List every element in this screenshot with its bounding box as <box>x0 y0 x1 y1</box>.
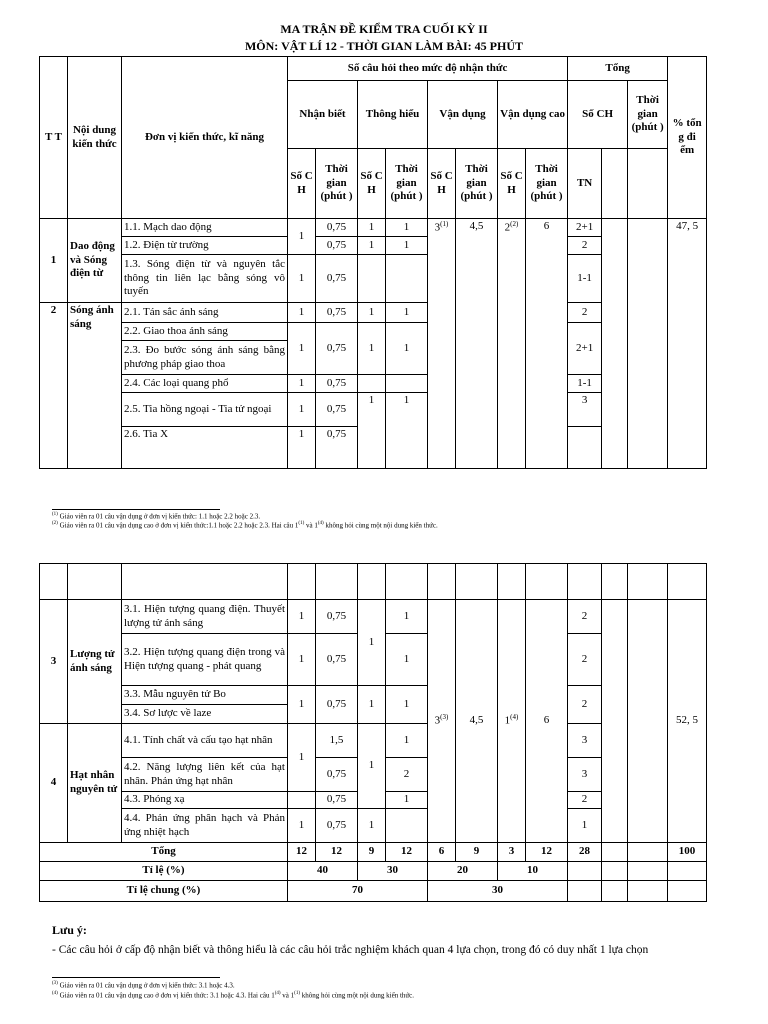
cell-tn: 3 <box>568 758 602 792</box>
cell-value: 0,75 <box>316 237 358 255</box>
note-title: Lưu ý: <box>52 923 87 937</box>
subheader-tn: TN <box>568 149 602 219</box>
total-value: 3 <box>498 843 526 862</box>
cell-tn: 1-1 <box>568 255 602 303</box>
cell-value: 1 <box>386 724 428 758</box>
cell-tn: 2 <box>568 303 602 323</box>
empty-cell <box>602 149 628 219</box>
subheader-time: Thời gian (phút ) <box>316 149 358 219</box>
unit-2-6: 2.6. Tia X <box>122 427 288 469</box>
empty-cell <box>602 219 628 469</box>
subheader-count: Số C H <box>428 149 456 219</box>
empty-cell <box>568 862 602 881</box>
matrix-table-part1 <box>39 56 707 469</box>
header-total-count: Số CH <box>568 81 628 149</box>
cell-tn: 1 <box>568 809 602 843</box>
total-value: 28 <box>568 843 602 862</box>
empty-cell <box>386 564 428 600</box>
cell-value: 1 <box>288 393 316 427</box>
total-value: 6 <box>428 843 456 862</box>
empty-cell <box>568 427 602 469</box>
apply-time: 4,5 <box>456 219 498 469</box>
subheader-time: Thời gian (phút ) <box>526 149 568 219</box>
empty-cell <box>628 600 668 843</box>
header-content: Nội dung kiến thức <box>68 57 122 219</box>
header-understand: Thông hiểu <box>358 81 428 149</box>
total-value: 12 <box>288 843 316 862</box>
unit-3-2: 3.2. Hiện tượng quang điện trong và Hiện tượng quang - phát quang <box>122 634 288 686</box>
cell-value: 1,5 <box>316 724 358 758</box>
cell-value: 1 <box>386 237 428 255</box>
topic-number: 3 <box>40 600 68 724</box>
cell-value: 1 <box>358 600 386 686</box>
topic-name: Lượng tử ánh sáng <box>68 600 122 724</box>
cell-tn: 1-1 <box>568 375 602 393</box>
footnote-1: $^{(1)}$ Giáo viên ra 01 câu vận dụng ở đơn vị kiến thức: 1.1 hoặc 2.2 hoặc 2.3. <box>52 512 261 521</box>
empty-cell <box>568 564 602 600</box>
document-subtitle: MÔN: VẬT LÍ 12 - THỜI GIAN LÀM BÀI: 45 PHÚT <box>244 39 524 53</box>
cell-value: 1 <box>358 809 386 843</box>
cell-value: 0,75 <box>316 686 358 724</box>
empty-cell <box>428 564 456 600</box>
cell-value: 1 <box>386 634 428 686</box>
header-apply-high: Vận dụng cao <box>498 81 568 149</box>
cell-value: 1 <box>288 303 316 323</box>
unit-2-3: 2.3. Đo bước sóng ánh sáng bằng phương pháp giao thoa <box>122 341 288 375</box>
empty-cell <box>456 564 498 600</box>
cell-tn: 2+1 <box>568 219 602 237</box>
subheader-time: Thời gian (phút ) <box>456 149 498 219</box>
cell-value: 1 <box>288 724 316 792</box>
subheader-count: Số C H <box>288 149 316 219</box>
cell-value: 1 <box>358 237 386 255</box>
cell-value: 1 <box>386 792 428 809</box>
header-tt: T T <box>40 57 68 219</box>
empty-cell <box>668 862 707 881</box>
header-recognize: Nhận biết <box>288 81 358 149</box>
cell-value: 1 <box>358 393 386 469</box>
footnote-2: $^{(2)}$ Giáo viên ra 01 câu vận dụng cao ở đơn vị kiến thức:1.1 hoặc 2.2 hoặc 2.3. Hai câu 1$^{(1)}$ và 1$^{(4)}$ không hỏi cùng một nội dung kiến thức. <box>52 521 438 530</box>
empty-cell <box>498 564 526 600</box>
apply-high-count: 2$^{(2)}$ <box>498 219 526 469</box>
cell-value: 1 <box>288 323 316 375</box>
cell-value: 1 <box>288 634 316 686</box>
empty-cell <box>628 149 668 219</box>
ratio-value: 40 <box>288 862 358 881</box>
empty-cell <box>358 375 386 393</box>
cell-tn: 2 <box>568 237 602 255</box>
unit-2-2: 2.2. Giao thoa ánh sáng <box>122 323 288 341</box>
topic-name: Sóng ánh sáng <box>68 303 122 469</box>
topic-number: 4 <box>40 724 68 843</box>
unit-1-1: 1.1. Mạch dao động <box>122 219 288 237</box>
cell-tn: 2 <box>568 600 602 634</box>
apply-count: 3$^{(1)}$ <box>428 219 456 469</box>
apply-high-time: 6 <box>526 600 568 843</box>
empty-cell <box>602 862 628 881</box>
ratio-value: 20 <box>428 862 498 881</box>
ratio-value: 30 <box>358 862 428 881</box>
unit-4-2: 4.2. Năng lượng liên kết của hạt nhân. Phản ứng hạt nhân <box>122 758 288 792</box>
percent-value: 47, 5 <box>668 219 707 469</box>
empty-cell <box>568 881 602 902</box>
empty-cell <box>386 809 428 843</box>
cell-value: 0,75 <box>316 393 358 427</box>
empty-cell <box>602 843 628 862</box>
empty-cell <box>386 375 428 393</box>
cell-value: 0,75 <box>316 634 358 686</box>
header-total-time: Thời gian (phút ) <box>628 81 668 149</box>
cell-value: 1 <box>288 375 316 393</box>
empty-cell <box>602 881 628 902</box>
cell-value: 1 <box>386 600 428 634</box>
cell-value: 0,75 <box>316 323 358 375</box>
cell-value: 1 <box>288 255 316 303</box>
empty-cell <box>288 792 316 809</box>
matrix-table-part2 <box>39 563 707 902</box>
unit-1-2: 1.2. Điện từ trường <box>122 237 288 255</box>
cell-value: 1 <box>288 600 316 634</box>
cell-value: 1 <box>386 303 428 323</box>
empty-cell <box>628 564 668 600</box>
empty-cell <box>602 564 628 600</box>
total-value: 12 <box>386 843 428 862</box>
apply-high-count: 1$^{(4)}$ <box>498 600 526 843</box>
empty-cell <box>602 600 628 843</box>
header-unit: Đơn vị kiến thức, kĩ năng <box>122 57 288 219</box>
cell-value: 1 <box>288 427 316 469</box>
empty-cell <box>358 564 386 600</box>
cell-value: 1 <box>386 323 428 375</box>
cell-value: 0,75 <box>316 792 358 809</box>
subheader-time: Thời gian (phút ) <box>386 149 428 219</box>
cell-tn: 3 <box>568 393 602 427</box>
unit-1-3: 1.3. Sóng điện từ và nguyên tắc thông tin liên lạc bằng sóng vô tuyến <box>122 255 288 303</box>
footnote-3: $^{(3)}$ Giáo viên ra 01 câu vận dụng ở đơn vị kiến thức: 3.1 hoặc 4.3. <box>52 981 235 990</box>
cell-value: 0,75 <box>316 809 358 843</box>
empty-cell <box>628 219 668 469</box>
unit-4-1: 4.1. Tính chất và cấu tạo hạt nhân <box>122 724 288 758</box>
total-value: 100 <box>668 843 707 862</box>
unit-3-4: 3.4. Sơ lược về laze <box>122 705 288 724</box>
cell-value: 1 <box>358 323 386 375</box>
cell-value: 1 <box>386 393 428 469</box>
empty-cell <box>386 255 428 303</box>
topic-number: 2 <box>40 303 68 469</box>
topic-number: 1 <box>40 219 68 303</box>
apply-count: 3$^{(3)}$ <box>428 600 456 843</box>
cell-value: 0,75 <box>316 758 358 792</box>
topic-name: Hạt nhân nguyên tử <box>68 724 122 843</box>
cell-value: 1 <box>288 809 316 843</box>
header-question-count: Số câu hỏi theo mức độ nhận thức <box>288 57 568 81</box>
apply-high-time: 6 <box>526 219 568 469</box>
empty-cell <box>628 881 668 902</box>
cell-tn: 2 <box>568 792 602 809</box>
ratio-general-value: 70 <box>288 881 428 902</box>
empty-cell <box>628 843 668 862</box>
unit-3-3: 3.3. Mẫu nguyên tử Bo <box>122 686 288 705</box>
document-title: MA TRẬN ĐỀ KIỂM TRA CUỐI KỲ II <box>280 22 488 36</box>
cell-value: 0,75 <box>316 255 358 303</box>
apply-time: 4,5 <box>456 600 498 843</box>
cell-value: 1 <box>358 724 386 809</box>
total-value: 12 <box>316 843 358 862</box>
cell-value: 0,75 <box>316 375 358 393</box>
topic-name: Dao động và Sóng điện từ <box>68 219 122 303</box>
unit-4-3: 4.3. Phóng xạ <box>122 792 288 809</box>
cell-value: 1 <box>358 219 386 237</box>
percent-value: 52, 5 <box>668 600 707 843</box>
cell-value: 1 <box>288 219 316 255</box>
cell-value: 1 <box>358 303 386 323</box>
unit-4-4: 4.4. Phản ứng phân hạch và Phản ứng nhiệt hạch <box>122 809 288 843</box>
empty-cell <box>526 564 568 600</box>
header-total: Tổng <box>568 57 668 81</box>
total-value: 9 <box>358 843 386 862</box>
subheader-count: Số C H <box>498 149 526 219</box>
empty-cell <box>316 564 358 600</box>
empty-cell <box>668 881 707 902</box>
empty-cell <box>288 564 316 600</box>
unit-2-4: 2.4. Các loại quang phổ <box>122 375 288 393</box>
empty-cell <box>68 564 122 600</box>
cell-value: 1 <box>358 686 386 724</box>
note-text: - Các câu hỏi ở cấp độ nhận biết và thông hiểu là các câu hỏi trắc nghiệm khách quan 4 lựa chọn, trong đó có duy nhất 1 lựa chọn <box>52 944 649 956</box>
cell-value: 0,75 <box>316 600 358 634</box>
ratio-label: Tỉ lệ (%) <box>40 862 288 881</box>
unit-2-1: 2.1. Tán sắc ánh sáng <box>122 303 288 323</box>
total-value: 9 <box>456 843 498 862</box>
empty-cell <box>358 255 386 303</box>
header-apply: Vận dụng <box>428 81 498 149</box>
cell-value: 2 <box>386 758 428 792</box>
ratio-general-value: 30 <box>428 881 568 902</box>
total-value: 12 <box>526 843 568 862</box>
cell-value: 0,75 <box>316 427 358 469</box>
cell-value: 0,75 <box>316 219 358 237</box>
empty-cell <box>628 862 668 881</box>
cell-tn: 2 <box>568 686 602 724</box>
cell-tn: 2+1 <box>568 323 602 375</box>
subheader-count: Số C H <box>358 149 386 219</box>
total-label: Tổng <box>40 843 288 862</box>
cell-value: 1 <box>386 686 428 724</box>
cell-value: 1 <box>386 219 428 237</box>
cell-value: 0,75 <box>316 303 358 323</box>
footnote-4: $^{(4)}$ Giáo viên ra 01 câu vận dụng cao ở đơn vị kiến thức: 3.1 hoặc 4.3. Hai câu 1$^{(4)}$ và 1$^{(1)}$ không hỏi cùng một nội dung kiến thức. <box>52 991 415 1000</box>
empty-cell <box>668 564 707 600</box>
unit-2-5: 2.5. Tia hồng ngoại - Tia tử ngoại <box>122 393 288 427</box>
empty-cell <box>40 564 68 600</box>
empty-cell <box>122 564 288 600</box>
unit-3-1: 3.1. Hiện tượng quang điện. Thuyết lượng tử ánh sáng <box>122 600 288 634</box>
header-percent: % tổn g đi ểm <box>668 57 707 219</box>
cell-tn: 2 <box>568 634 602 686</box>
cell-tn: 3 <box>568 724 602 758</box>
footnote-rule <box>52 977 220 978</box>
ratio-general-label: Tỉ lệ chung (%) <box>40 881 288 902</box>
cell-value: 1 <box>288 686 316 724</box>
ratio-value: 10 <box>498 862 568 881</box>
